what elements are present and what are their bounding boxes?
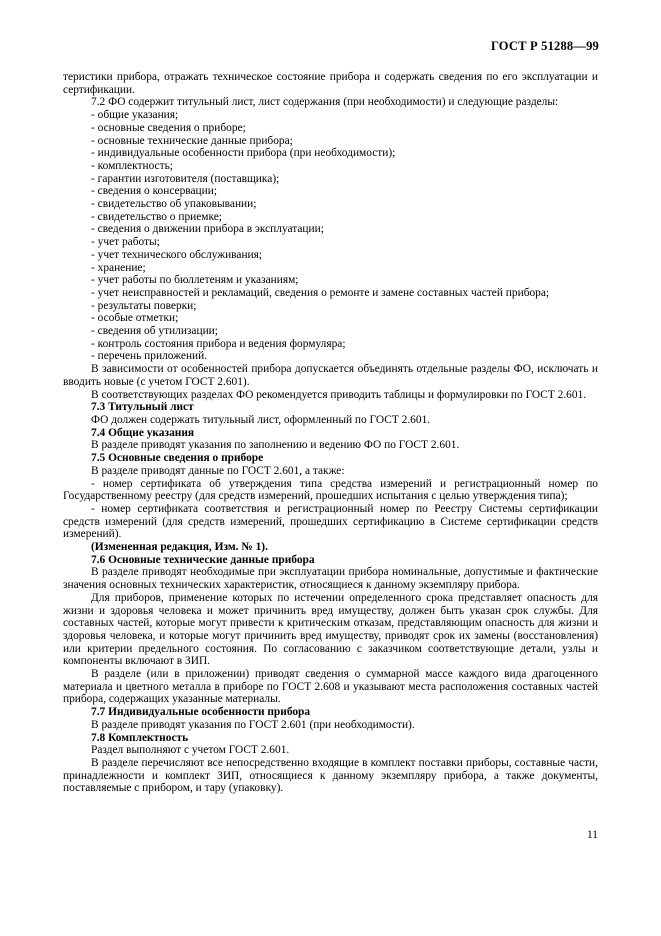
list-item: - сведения о консервации; bbox=[91, 185, 218, 198]
list-item: - комплектность; bbox=[91, 159, 173, 172]
amendment-note: (Измененная редакция, Изм. № 1). bbox=[91, 541, 268, 554]
intro-paragraph: теристики прибора, отражать техническое состояние прибора и содержать сведения по его эксплуатации и сертификации. bbox=[63, 71, 598, 96]
list-item: - учет неисправностей и рекламаций, сведения о ремонте и замене составных частей прибора; bbox=[91, 286, 550, 299]
section-7-5-paragraph: В разделе приводят данные по ГОСТ 2.601, а также: bbox=[91, 464, 345, 477]
list-item: - особые отметки; bbox=[91, 312, 179, 325]
list-item: - учет технического обслуживания; bbox=[91, 248, 263, 261]
section-7-8-paragraph-a: Раздел выполняют с учетом ГОСТ 2.601. bbox=[91, 744, 290, 757]
section-7-6-heading: 7.6 Основные технические данные прибора bbox=[91, 553, 315, 566]
sections-list bbox=[63, 109, 598, 363]
section-7-5-heading: 7.5 Основные сведения о приборе bbox=[91, 452, 264, 465]
list-item: - общие указания; bbox=[91, 109, 179, 122]
list-item: - учет работы; bbox=[91, 236, 160, 249]
section-7-5-item-a: - номер сертификата об утверждения типа средства измерений и регистрационный номер по Государственному реестру (для средств измерений, прошедших испытания с целью утверждения типа); bbox=[63, 477, 598, 503]
section-7-7-heading: 7.7 Индивидуальные особенности прибора bbox=[91, 706, 311, 719]
section-7-2-paragraph: 7.2 ФО содержит титульный лист, лист содержания (при необходимости) и следующие разделы: bbox=[91, 96, 559, 109]
list-item: - результаты поверки; bbox=[91, 299, 197, 312]
list-item: - хранение; bbox=[91, 261, 146, 274]
section-7-3-paragraph: ФО должен содержать титульный лист, оформленный по ГОСТ 2.601. bbox=[91, 413, 431, 426]
merge-sections-paragraph: В зависимости от особенностей прибора допускается объединять отдельные разделы ФО, исключать и вводить новые (с учетом ГОСТ 2.601). bbox=[63, 363, 598, 388]
section-7-4-heading: 7.4 Общие указания bbox=[91, 426, 195, 439]
list-item: - перечень приложений. bbox=[91, 350, 208, 363]
tables-paragraph: В соответствующих разделах ФО рекомендуется приводить таблицы и формулировки по ГОСТ 2.601. bbox=[91, 388, 587, 401]
section-7-6-paragraph-a: В разделе приводят необходимые при эксплуатации прибора номинальные, допустимые и фактические значения основных технических характеристик, относящиеся к данному экземпляру прибора. bbox=[63, 566, 598, 592]
section-7-6-paragraph-b: Для приборов, применение которых по истечении определенного срока представляет опасность для жизни и здоровья человека и может причинить вред имуществу, должен быть указан срок службы. Для составных частей, которые могут привести к критическим отказам, представляющим опасность для жизни и здоровья человека, и которые могут причинить вред имуществу, приводят срок их замены (восстановления) или критерии предельного состояния. По согласованию с заказчиком соответствующие детали, узлы и компоненты включают в ЗИП. bbox=[63, 591, 598, 668]
section-7-8-paragraph-b: В разделе перечисляют все непосредственно входящие в комплект поставки приборы, составные части, принадлежности и комплект ЗИП, относящиеся к данному экземпляру прибора, а также документы, поставляемые с прибором, и тару (упаковку). bbox=[63, 756, 598, 795]
section-7-5-item-b: - номер сертификата соответствия и регистрационный номер по Реестру Системы сертификации средств измерений (для средств измерений, прошедших сертификацию в Системе сертификации средств измерений). bbox=[63, 502, 598, 541]
page-header-standard: ГОСТ Р 51288—99 bbox=[490, 39, 599, 53]
list-item: - основные технические данные прибора; bbox=[91, 134, 293, 147]
section-7-4-paragraph: В разделе приводят указания по заполнению и ведению ФО по ГОСТ 2.601. bbox=[91, 439, 460, 452]
list-item: - основные сведения о приборе; bbox=[91, 121, 246, 134]
list-item: - индивидуальные особенности прибора (при необходимости); bbox=[91, 147, 396, 160]
list-item: - сведения о движении прибора в эксплуатации; bbox=[91, 223, 324, 236]
list-item: - учет работы по бюллетеням и указаниям; bbox=[91, 274, 299, 287]
section-7-8-heading: 7.8 Комплектность bbox=[91, 731, 189, 744]
section-7-7-paragraph: В разделе приводят указания по ГОСТ 2.601 (при необходимости). bbox=[91, 718, 415, 731]
section-7-6-paragraph-c: В разделе (или в приложении) приводят сведения о суммарной массе каждого вида драгоценного материала и цветного металла в приборе по ГОСТ 2.608 и указывают места расположения составных частей прибора, содержащих указанные материалы. bbox=[63, 668, 598, 706]
section-7-3-heading: 7.3 Титульный лист bbox=[91, 401, 194, 414]
list-item: - гарантии изготовителя (поставщика); bbox=[91, 172, 280, 185]
list-item: - сведения об утилизации; bbox=[91, 325, 218, 338]
document-body bbox=[63, 71, 598, 795]
list-item: - свидетельство о приемке; bbox=[91, 210, 222, 223]
page-number: 11 bbox=[587, 829, 598, 841]
list-item: - свидетельство об упаковывании; bbox=[91, 198, 257, 211]
list-item: - контроль состояния прибора и ведения формуляра; bbox=[91, 337, 346, 350]
